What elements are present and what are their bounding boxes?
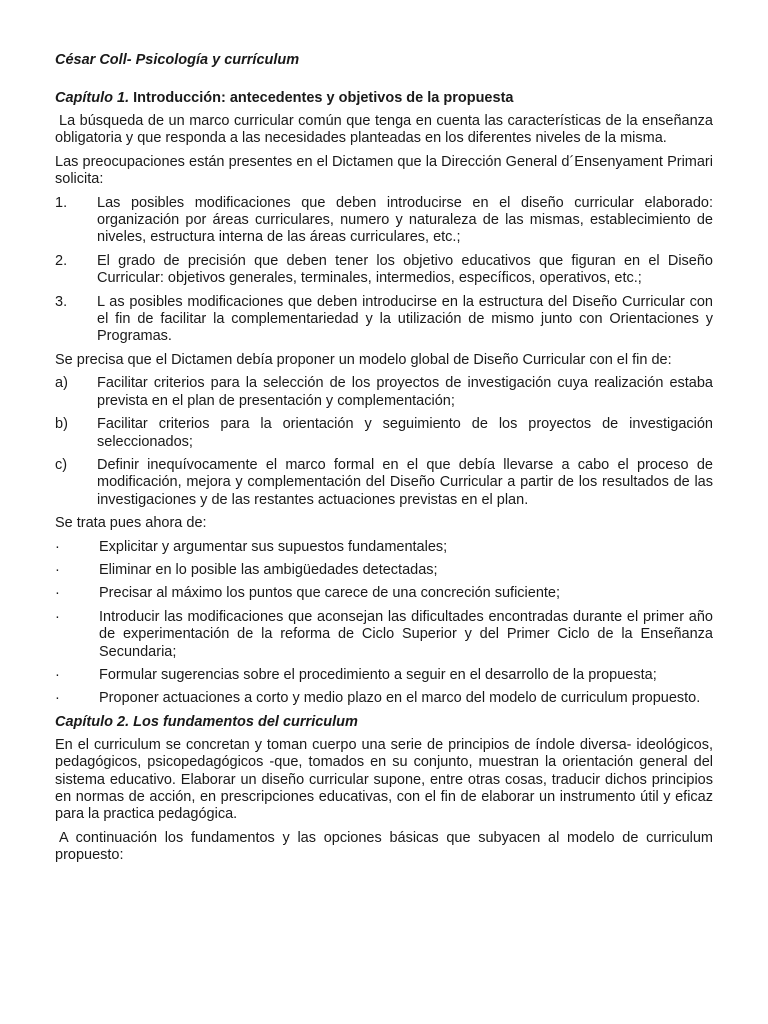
bullet-item xyxy=(55,609,713,661)
bullet-text: Proponer actuaciones a corto y medio plazo en el marco del modelo de curriculum propuesto. xyxy=(99,690,701,707)
chapter-1-intro: La búsqueda de un marco curricular común que tenga en cuenta las características de la enseñanza obligatoria y que responda a las necesidades planteadas en los diferentes niveles de la misma. xyxy=(55,113,713,147)
bullet-marker: · xyxy=(55,690,60,707)
bullet-text: Precisar al máximo los puntos que carece de una concreción suficiente; xyxy=(99,585,561,602)
chapter-1-title: Introducción: antecedentes y objetivos de la propuesta xyxy=(133,90,514,106)
document-page xyxy=(55,52,713,871)
bullet-text: Introducir las modificaciones que aconsejan las dificultades encontradas durante el primer año de experimentación de la reforma de Ciclo Superior y del Primer Ciclo de la Enseñanza Secundaria; xyxy=(99,608,713,660)
chapter-1-heading xyxy=(55,90,713,107)
chapter-2-heading: Capítulo 2. Los fundamentos del curriculum xyxy=(55,713,358,730)
chapter-2-paragraph-1: En el curriculum se concretan y toman cuerpo una serie de principios de índole diversa- ideológicos, pedagógicos, psicopedagógicos -que, tomados en su conjunto, muestran la orientación general del sistema educativo. Elaborar un diseño curricular supone, entre otras cosas, traducir dichos principios en normas de acción, en prescripciones educativas, con el fin de elaborar un instrumento útil y eficaz para la practica pedagógica. xyxy=(55,736,713,823)
item-letter: c) xyxy=(55,456,68,473)
document-title: César Coll- Psicología y currículum xyxy=(55,52,300,68)
chapter-1-paragraph-4: Se trata pues ahora de: xyxy=(55,515,207,532)
bullet-marker: · xyxy=(55,608,60,625)
lettered-item xyxy=(55,416,713,451)
lettered-item xyxy=(55,375,713,410)
bullet-item xyxy=(55,562,713,579)
item-text: Facilitar criterios para la selección de los proyectos de investigación cuya realización estaba prevista en el plan de presentación y complementación; xyxy=(97,375,713,409)
item-number: 3. xyxy=(55,293,68,310)
bullet-text: Formular sugerencias sobre el procedimiento a seguir en el desarrollo de la propuesta; xyxy=(99,666,657,683)
bullet-marker: · xyxy=(55,538,60,555)
lettered-item xyxy=(55,457,713,509)
bullet-text: Explicitar y argumentar sus supuestos fundamentales; xyxy=(99,538,448,555)
bullet-marker: · xyxy=(55,585,60,602)
chapter-2-paragraph-2: A continuación los fundamentos y las opciones básicas que subyacen al modelo de curriculum propuesto: xyxy=(55,829,713,864)
numbered-item xyxy=(55,294,713,346)
item-text: El grado de precisión que deben tener los objetivo educativos que figuran en el Diseño Curricular: objetivos generales, terminales, intermedios, específicos, operativos, etc.; xyxy=(97,252,713,287)
chapter-1-label: Capítulo 1. xyxy=(55,90,130,106)
item-letter: a) xyxy=(55,375,68,392)
item-text: Las posibles modificaciones que deben introducirse en el diseño curricular elaborado: organización por áreas curriculares, numero y naturaleza de las mismas, establecimiento de niveles, estructura interna de las áreas curriculares, etc.; xyxy=(97,194,713,246)
bullet-marker: · xyxy=(55,561,60,578)
item-text: Definir inequívocamente el marco formal en el que debía llevarse a cabo el proceso de modificación, mejora y complementación del Diseño Curricular a partir de los resultados de las investigaciones y de las restantes actuaciones previstas en el plan. xyxy=(97,456,713,508)
bullet-marker: · xyxy=(55,666,60,683)
bullet-item xyxy=(55,539,713,556)
bullet-item xyxy=(55,690,713,707)
numbered-item xyxy=(55,253,713,288)
bullet-text: Eliminar en lo posible las ambigüedades detectadas; xyxy=(99,561,438,578)
bullet-item xyxy=(55,667,713,684)
item-number: 2. xyxy=(55,252,68,269)
item-text: Facilitar criterios para la orientación y seguimiento de los proyectos de investigación seleccionados; xyxy=(97,416,713,450)
numbered-item xyxy=(55,195,713,247)
item-text: L as posibles modificaciones que deben introducirse en la estructura del Diseño Curricular con el fin de facilitar la complementariedad y la utilización de mismo junto con Orientaciones y Programas. xyxy=(97,293,713,345)
chapter-1-paragraph-2: Las preocupaciones están presentes en el Dictamen que la Dirección General d´Ensenyament Primari solicita: xyxy=(55,153,713,188)
chapter-1-paragraph-3: Se precisa que el Dictamen debía proponer un modelo global de Diseño Curricular con el fin de: xyxy=(55,351,672,368)
item-number: 1. xyxy=(55,194,68,211)
bullet-item xyxy=(55,585,713,602)
item-letter: b) xyxy=(55,416,68,433)
